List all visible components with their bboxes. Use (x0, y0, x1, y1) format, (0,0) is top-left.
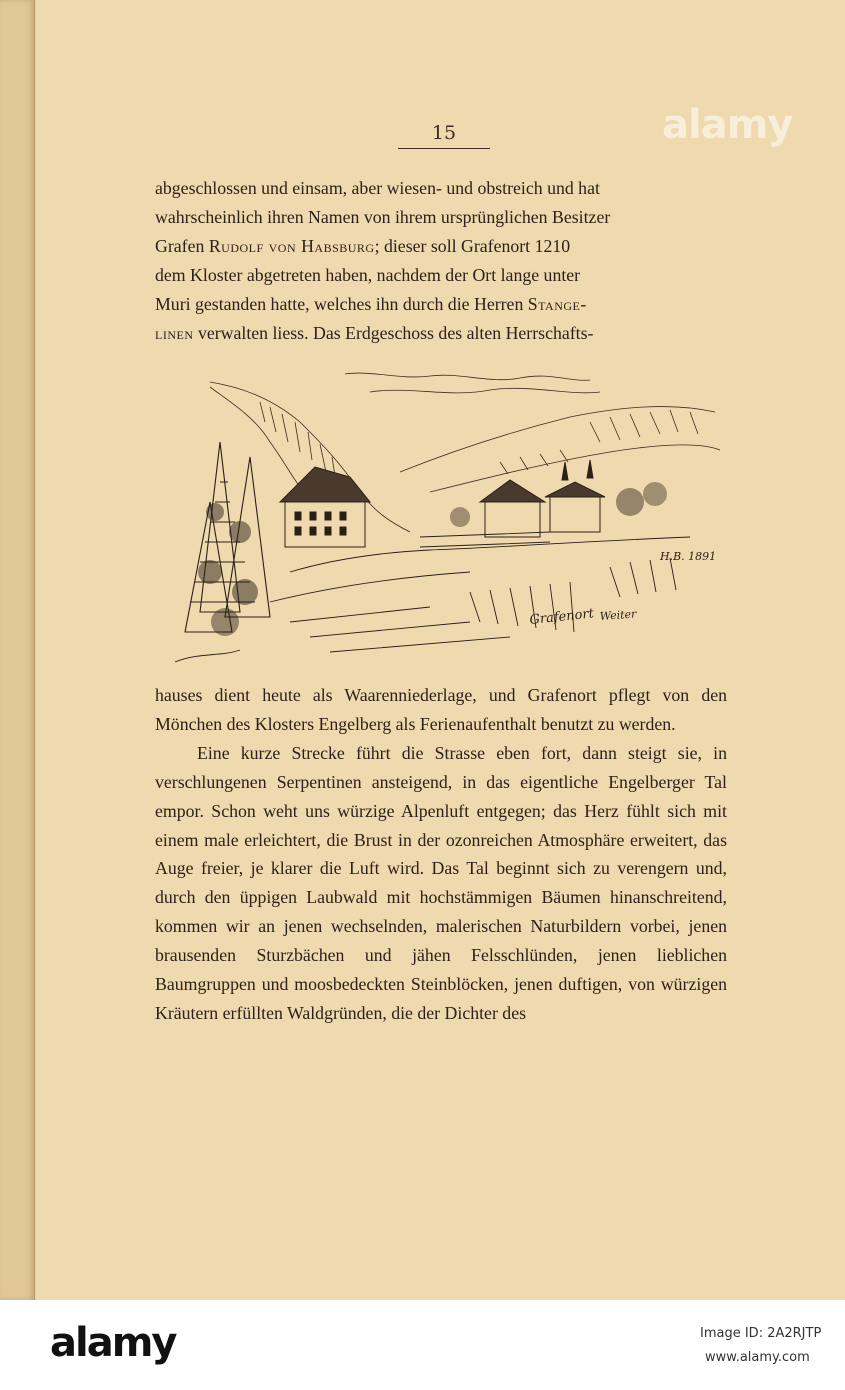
illustration-extra-note: Weiter (599, 607, 637, 623)
page-number-rule (398, 148, 490, 149)
illustration-caption: Grafenort (528, 606, 595, 628)
text-span: Muri gestanden hatte, welches ihn durch die Herren (155, 293, 528, 314)
text-span: verwalten liess. Das Erdgeschoss des alten Herrschafts- (193, 322, 594, 343)
text-line: abgeschlossen und einsam, aber wiesen- und obstreich und hat (155, 178, 600, 198)
previous-page-edge (0, 0, 35, 1300)
page-number: 15 (431, 122, 457, 144)
image-id-label: Image ID: 2A2RJTP (700, 1326, 822, 1341)
text-line (155, 290, 727, 319)
site-url-label: www.alamy.com (705, 1350, 810, 1365)
text-line (155, 232, 727, 261)
artist-signature: H.B. 1891 (660, 550, 717, 563)
family-name-small-caps: linen (155, 322, 194, 343)
engraving-grafenort (170, 362, 730, 667)
stock-logo: alamy (50, 1320, 176, 1366)
watermark-text: alamy (662, 102, 793, 148)
text-line (155, 319, 727, 348)
text-block-bottom (155, 681, 727, 1028)
text-span: Grafen (155, 235, 209, 256)
text-span: ; dieser soll Grafenort 1210 (374, 235, 571, 256)
text-line: wahrscheinlich ihren Namen von ihrem ursprünglichen Besitzer (155, 206, 611, 227)
paragraph: Eine kurze Strecke führt die Strasse eben fort, dann steigt sie, in verschlungenen Serpentinen ansteigend, in das eigentliche Engelberger Tal empor. Schon weht uns würzige Alpenluft entgegen; das Herz fühlt sich mit einem male erleichtert, die Brust in der ozonreichen Atmosphäre erweitert, das Auge freier, je klarer die Luft wird. Das Tal beginnt sich zu verengern und, durch den üppigen Laubwald mit hochstämmigen Bäumen hinanschreitend, kommen wir an jenen wechselnden, malerischen Naturbildern vorbei, jenen brausenden Sturzbächen und jähen Felsschlünden, jenen lieblichen Baumgruppen und moosbedeckten Steinblöcken, jenen duftigen, von würzigen Kräutern erfüllten Waldgründen, die der Dichter des (155, 742, 727, 1023)
text-line: dem Kloster abgetreten haben, nachdem der Ort lange unter (155, 264, 581, 285)
text-block-top (155, 174, 727, 347)
paragraph: hauses dient heute als Waarenniederlage, und Grafenort pflegt von den Mönchen des Klosters Engelberg als Ferienaufenthalt benutzt zu werden. (155, 685, 727, 734)
family-name-small-caps: Stange- (527, 293, 587, 314)
person-name-small-caps: Rudolf von Habsburg (208, 235, 375, 256)
